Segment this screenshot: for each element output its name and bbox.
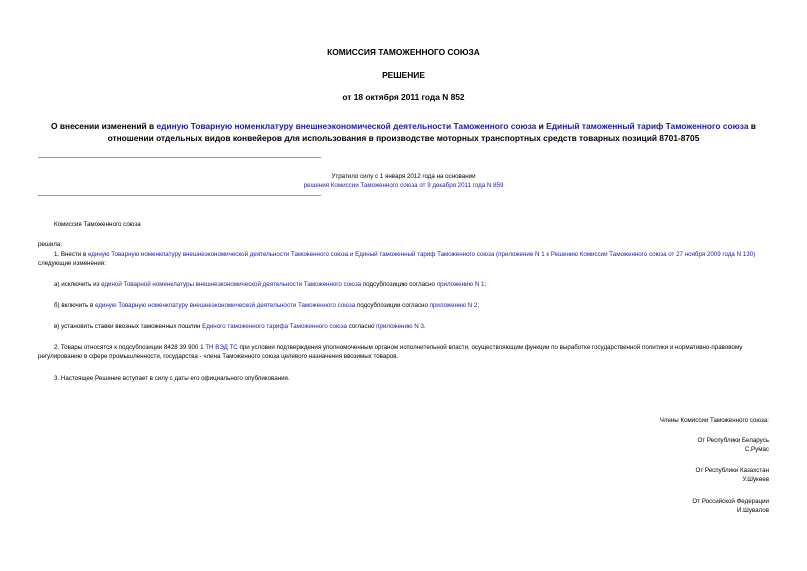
title-link-nomenclature[interactable]: единую Товарную номенклатуру внешнеэкономической деятельности Таможенного союза bbox=[156, 121, 537, 131]
item-2-suffix: при условии подтверждения уполномоченным органом исполнительной власти, осуществляющим функции по выработке государственной политики и нормативно-правовому регулированию в сфере промышленности, государства - члена Таможенного союза целевого назначения ввозимых товаров. bbox=[38, 344, 743, 360]
signature-block-russia bbox=[692, 497, 769, 515]
item-3: 3. Настоящее Решение вступает в силу с даты его официального опубликования. bbox=[54, 375, 290, 382]
item-1-prefix: 1. Внести в bbox=[54, 251, 88, 258]
item-c bbox=[38, 322, 789, 331]
item-b-end: ; bbox=[477, 302, 480, 309]
item-a-end: ; bbox=[484, 281, 487, 288]
title-text-2: и bbox=[536, 121, 547, 131]
item-b-mid: подсубпозиции согласно bbox=[355, 302, 430, 309]
item-c-prefix: в) установить ставки ввозных таможенных пошлин bbox=[54, 323, 203, 330]
date-number-heading: от 18 октября 2011 года N 852 bbox=[342, 92, 465, 102]
signature-country: От Российской Федерации bbox=[692, 498, 769, 505]
document-title bbox=[40, 121, 767, 144]
item-c-appendix-link[interactable]: приложению N 3 bbox=[376, 323, 424, 330]
signature-name: У.Шукеев bbox=[742, 476, 769, 483]
item-1 bbox=[38, 250, 773, 268]
status-note-link[interactable]: решения Комиссии Таможенного союза от 9 декабря 2011 года N 859 bbox=[303, 182, 504, 189]
signature-block-kazakhstan bbox=[696, 466, 769, 484]
item-1-suffix: следующие изменения: bbox=[38, 260, 106, 267]
signatures-heading: Члены Комиссии Таможенного союза: bbox=[659, 417, 769, 424]
signature-block-belarus bbox=[697, 436, 769, 454]
item-c-link[interactable]: Единого таможенного тарифа Таможенного союза bbox=[202, 323, 347, 330]
item-a-prefix: а) исключить из bbox=[54, 281, 102, 288]
item-2 bbox=[38, 343, 773, 361]
item-b bbox=[38, 301, 789, 310]
org-heading: КОМИССИЯ ТАМОЖЕННОГО СОЮЗА bbox=[327, 47, 480, 57]
doc-type-heading: РЕШЕНИЕ bbox=[382, 70, 425, 80]
status-note-text: Утратило силу с 1 января 2012 года на основании bbox=[331, 173, 476, 180]
item-a-appendix-link[interactable]: приложению N 1 bbox=[436, 281, 485, 288]
signature-country: От Республики Беларусь bbox=[697, 437, 769, 444]
title-text-1: О внесении изменений в bbox=[51, 121, 157, 131]
title-text-3: в отношении отдельных видов конвейеров для использования в производстве моторных транспортных средств товарных позиций 8701-8705 bbox=[107, 121, 756, 143]
signature-name: И.Шувалов bbox=[737, 507, 769, 514]
item-a-mid: подсубпозицию согласно bbox=[361, 281, 437, 288]
signature-name: С.Румас bbox=[744, 446, 769, 453]
item-a-link[interactable]: единой Товарной номенклатуры внешнеэкономической деятельности Таможенного союза bbox=[101, 281, 362, 288]
decided-line: решила: bbox=[38, 241, 63, 248]
commission-line: Комиссия Таможенного союза bbox=[54, 221, 141, 228]
item-a bbox=[38, 280, 789, 289]
item-2-link[interactable]: ТН ВЭД ТС bbox=[205, 344, 238, 351]
item-c-mid: согласно bbox=[346, 323, 377, 330]
title-link-tariff[interactable]: Единый таможенный тариф Таможенного союза bbox=[546, 121, 749, 131]
status-note bbox=[0, 172, 807, 190]
item-b-prefix: б) включить в bbox=[54, 302, 95, 309]
item-c-end: . bbox=[423, 323, 426, 330]
divider-top bbox=[38, 157, 321, 158]
signature-country: От Республики Казахстан bbox=[695, 467, 769, 474]
item-b-appendix-link[interactable]: приложению N 2 bbox=[429, 302, 478, 309]
divider-bottom bbox=[38, 195, 321, 196]
item-b-link[interactable]: единую Товарную номенклатуру внешнеэкономической деятельности Таможенного союза bbox=[94, 302, 356, 309]
item-1-link[interactable]: единую Товарную номенклатуру внешнеэкономической деятельности Таможенного союза и Единый таможенный тариф Таможенного союза (приложение N 1 к Решению Комиссии Таможенного союза от 27 ноября 2009 года N 130) bbox=[87, 251, 756, 258]
item-2-prefix: 2. Товары относятся к подсубпозиции 8428 39 900 1 bbox=[54, 344, 206, 351]
